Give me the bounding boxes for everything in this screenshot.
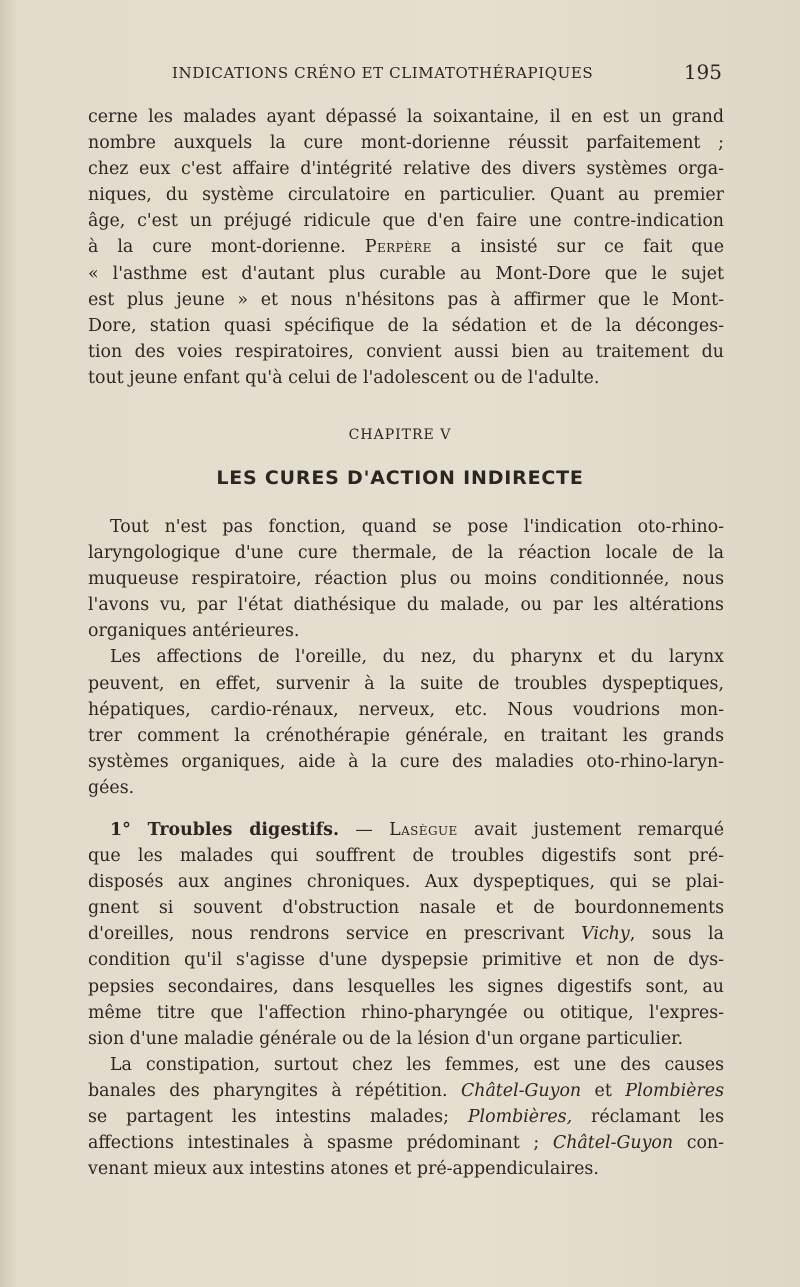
text-line: Tout n'est pas fonction, quand se pose l'indication oto-rhino- bbox=[110, 517, 724, 537]
line-fragment: d'oreilles, nous rendrons service en prescrivant bbox=[88, 924, 565, 945]
intro-paragraph bbox=[88, 104, 724, 391]
text-line: trer comment la crénothérapie générale, en traitant les grands bbox=[88, 725, 724, 746]
text-line: Les affections de l'oreille, du nez, du pharynx et du larynx bbox=[110, 647, 724, 668]
line-fragment: banales des pharyngites à répétition. bbox=[88, 1080, 448, 1101]
text-line: cerne les malades ayant dépassé la soixantaine, il en est un grand bbox=[88, 107, 724, 127]
page-header bbox=[160, 58, 722, 88]
author-name: Lasègue bbox=[389, 820, 458, 840]
text-line: disposés aux angines chroniques. Aux dyspeptiques, qui se plai- bbox=[88, 872, 724, 893]
text-line: muqueuse respiratoire, réaction plus ou moins conditionnée, nous bbox=[88, 569, 724, 590]
line-fragment: à la cure mont-dorienne. bbox=[88, 237, 346, 258]
place-name: Châtel-Guyon bbox=[460, 1080, 582, 1101]
text-line: tout jeune enfant qu'à celui de l'adolescent ou de l'adulte. bbox=[88, 367, 600, 388]
text-line: venant mieux aux intestins atones et pré-appendiculaires. bbox=[88, 1159, 599, 1180]
text-line: nombre auxquels la cure mont-dorienne réussit parfaitement ; bbox=[88, 133, 724, 154]
text-line: chez eux c'est affaire d'intégrité relative des divers systèmes orga- bbox=[88, 159, 724, 180]
text-line: condition qu'il s'agisse d'une dyspepsie primitive et non de dys- bbox=[88, 950, 724, 971]
place-name: Châtel-Guyon bbox=[552, 1133, 674, 1154]
line-fragment: , sous la bbox=[629, 924, 724, 945]
text-line: systèmes organiques, aide à la cure des maladies oto-rhino-laryn- bbox=[88, 751, 724, 772]
line-fragment: se partagent les intestins malades; bbox=[88, 1107, 449, 1128]
chapter-title: LES CURES D'ACTION INDIRECTE bbox=[216, 467, 584, 489]
text-line: La constipation, surtout chez les femmes, est une des causes bbox=[110, 1054, 724, 1075]
line-fragment: avait justement remarqué bbox=[474, 820, 725, 840]
line-fragment: réclamant les bbox=[591, 1107, 724, 1128]
chapter-label: CHAPITRE V bbox=[348, 427, 452, 443]
text-line: laryngologique d'une cure thermale, de la réaction locale de la bbox=[88, 543, 724, 564]
text-line: « l'asthme est d'autant plus curable au Mont-Dore que le sujet bbox=[88, 263, 724, 284]
line-fragment: con- bbox=[686, 1133, 724, 1154]
text-line: sion d'une maladie générale ou de la lésion d'un organe particulier. bbox=[88, 1028, 684, 1049]
text-line: organiques antérieures. bbox=[88, 621, 300, 642]
text-line bbox=[88, 234, 724, 260]
text-line: l'avons vu, par l'état diathésique du malade, ou par les altérations bbox=[88, 595, 724, 616]
text-line: même titre que l'affection rhino-pharyngée ou otitique, l'expres- bbox=[88, 1002, 724, 1023]
text-line: hépatiques, cardio-rénaux, nerveux, etc. Nous voudrions mon- bbox=[88, 699, 724, 720]
text-line bbox=[88, 1130, 724, 1156]
line-fragment: et bbox=[594, 1080, 612, 1101]
text-line bbox=[88, 817, 724, 843]
text-line: peuvent, en effet, survenir à la suite de troubles dyspeptiques, bbox=[88, 673, 724, 694]
text-line bbox=[88, 1078, 724, 1104]
section-troubles-digestifs bbox=[88, 817, 724, 1182]
line-fragment: — bbox=[355, 820, 373, 840]
place-name: Vichy bbox=[581, 924, 630, 945]
text-line bbox=[88, 921, 724, 947]
text-line: pepsies secondaires, dans lesquelles les signes digestifs sont, au bbox=[88, 976, 724, 997]
text-line: âge, c'est un préjugé ridicule que d'en faire une contre-indication bbox=[88, 211, 724, 232]
text-line: niques, du système circulatoire en particulier. Quant au premier bbox=[88, 185, 724, 206]
text-line: gnent si souvent d'obstruction nasale et de bourdonnements bbox=[88, 898, 724, 919]
text-line: tion des voies respiratoires, convient aussi bien au traitement du bbox=[88, 341, 724, 362]
text-line bbox=[88, 1104, 724, 1130]
place-name: Plombières, bbox=[467, 1107, 573, 1128]
text-line: Dore, station quasi spécifique de la sédation et de la déconges- bbox=[88, 315, 724, 336]
page-number: 195 bbox=[683, 60, 722, 84]
paragraph-one bbox=[88, 514, 724, 801]
text-line: que les malades qui souffrent de troubles digestifs sont pré- bbox=[88, 846, 724, 867]
text-line: gées. bbox=[88, 777, 135, 798]
line-fragment: affections intestinales à spasme prédominant ; bbox=[88, 1133, 540, 1154]
running-title: INDICATIONS CRÉNO ET CLIMATOTHÉRAPIQUES bbox=[172, 64, 594, 82]
section-heading: 1° Troubles digestifs. bbox=[110, 820, 340, 840]
author-name: Perpère bbox=[364, 237, 432, 258]
line-fragment: a insisté sur ce fait que bbox=[450, 237, 725, 258]
text-line: est plus jeune » et nous n'hésitons pas à affirmer que le Mont- bbox=[88, 289, 724, 310]
place-name: Plombières bbox=[625, 1080, 724, 1101]
